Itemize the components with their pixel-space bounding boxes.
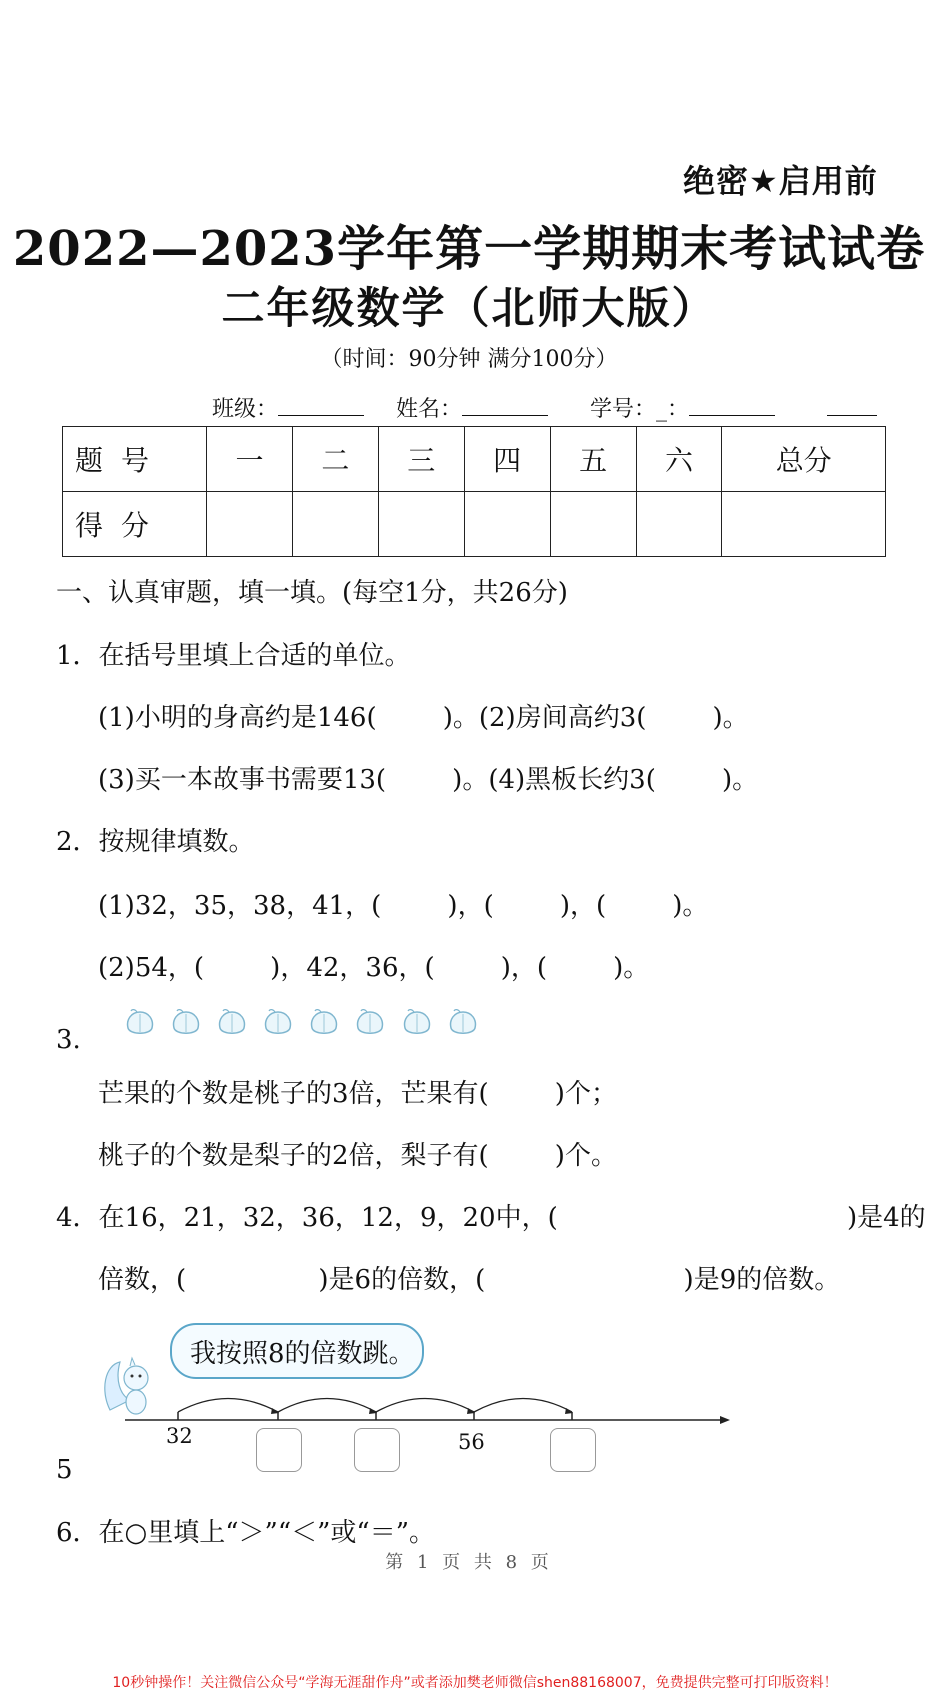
row-label-question: 题号 (63, 427, 207, 492)
col-4: 四 (464, 427, 550, 492)
col-3: 三 (378, 427, 464, 492)
ad-banner: 10秒钟操作！关注微信公众号“学海无涯甜作舟”或者添加樊老师微信shen88168007，免费提供完整可打印版资料！ (112, 1675, 838, 1691)
score-cell[interactable] (207, 492, 293, 557)
score-cell[interactable] (550, 492, 636, 557)
score-cell[interactable] (636, 492, 722, 557)
q5-number: 5 (56, 1455, 73, 1485)
answer-box[interactable] (256, 1428, 302, 1472)
name-label: 姓名： (396, 397, 463, 422)
q2-stem: 2．按规律填数。 (56, 827, 255, 857)
score-table-header-row (63, 427, 886, 492)
col-5: 五 (550, 427, 636, 492)
class-field (212, 392, 364, 423)
col-2: 二 (292, 427, 378, 492)
score-cell[interactable] (464, 492, 550, 557)
confidential-label: 绝密★启用前 (683, 162, 878, 200)
peach-icon (400, 1008, 434, 1038)
col-total: 总分 (722, 427, 886, 492)
peach-icon (169, 1008, 203, 1038)
q3-number: 3. (56, 1025, 81, 1055)
answer-box[interactable] (354, 1428, 400, 1472)
id-field (590, 392, 877, 423)
section1-heading: 一、认真审题，填一填。(每空1分，共26分) (56, 578, 568, 608)
q4-line2: 倍数，( )是6的倍数，( )是9的倍数。 (98, 1265, 841, 1295)
page-number: 第 1 页 共 8 页 (385, 1552, 553, 1573)
col-6: 六 (636, 427, 722, 492)
class-blank (278, 397, 364, 416)
exam-info: （时间：90分钟 满分100分） (320, 347, 618, 372)
number-line (120, 1380, 740, 1450)
q1-line1: (1)小明的身高约是146( )。(2)房间高约3( )。 (98, 703, 749, 733)
score-cell[interactable] (378, 492, 464, 557)
q4-line1: 4．在16，21，32，36，12，9，20中，( )是4的 (56, 1203, 926, 1233)
score-cell[interactable] (292, 492, 378, 557)
id-label: 学号：_： (590, 397, 690, 422)
peach-icon (307, 1008, 341, 1038)
label-56: 56 (458, 1430, 485, 1454)
peach-icon (261, 1008, 295, 1038)
row-label-score: 得分 (63, 492, 207, 557)
answer-box[interactable] (550, 1428, 596, 1472)
q3-line2: 桃子的个数是梨子的2倍，梨子有( )个。 (98, 1141, 617, 1171)
q1-line2: (3)买一本故事书需要13( )。(4)黑板长约3( )。 (98, 765, 759, 795)
peach-icon (215, 1008, 249, 1038)
col-1: 一 (207, 427, 293, 492)
exam-title: 2022—2023学年第一学期期末考试试卷 (12, 221, 926, 277)
q3-line1: 芒果的个数是桃子的3倍，芒果有( )个； (98, 1079, 617, 1109)
label-32: 32 (166, 1424, 193, 1448)
q2-line2: (2)54，( )，42，36，( )，( )。 (98, 953, 650, 983)
peach-icon (446, 1008, 480, 1038)
q1-stem: 1．在括号里填上合适的单位。 (56, 641, 411, 671)
score-table-score-row (63, 492, 886, 557)
exam-subtitle: 二年级数学（北师大版） (221, 284, 717, 334)
id-blank (689, 397, 775, 416)
q6-stem: 6．在○里填上“＞”“＜”或“＝”。 (56, 1518, 435, 1548)
speech-text: 我按照8的倍数跳。 (190, 1339, 415, 1369)
score-cell[interactable] (722, 492, 886, 557)
name-field (396, 392, 548, 423)
extra-blank (827, 397, 877, 416)
peach-row (123, 1008, 487, 1042)
q2-line1: (1)32，35，38，41，( )，( )，( )。 (98, 891, 709, 921)
score-table (62, 426, 886, 557)
name-blank (462, 397, 548, 416)
peach-icon (353, 1008, 387, 1038)
class-label: 班级： (212, 397, 279, 422)
peach-icon (123, 1008, 157, 1038)
